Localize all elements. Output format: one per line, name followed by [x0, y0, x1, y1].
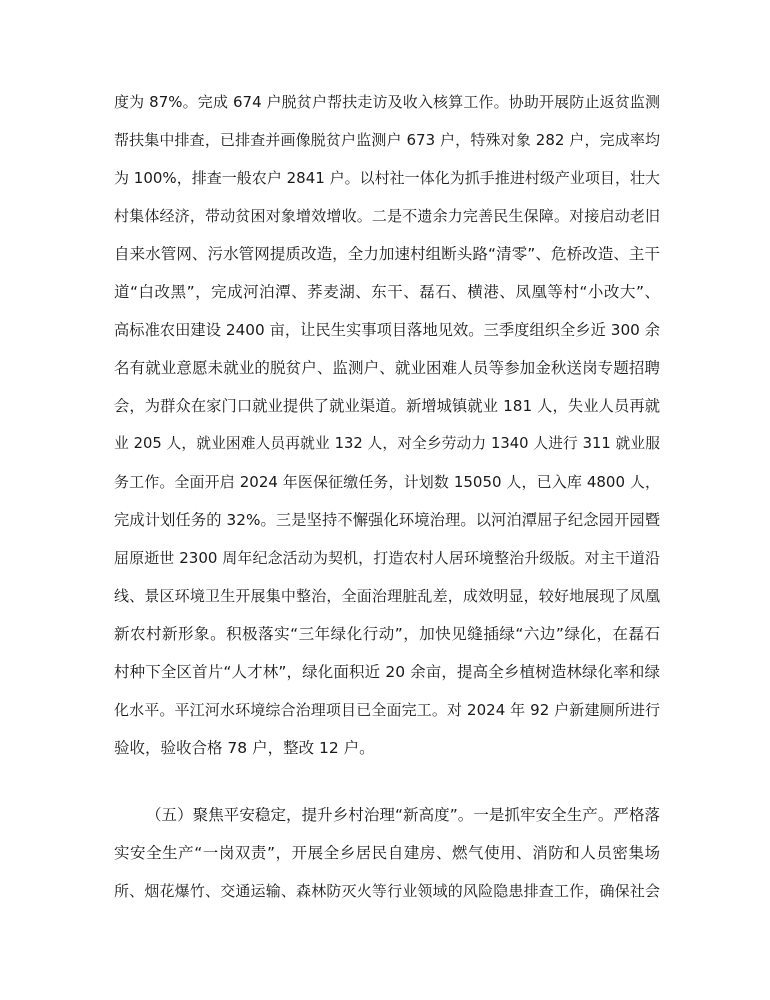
paragraph-line: 村种下全区首片“人才林”，绿化面积近 20 余亩，提高全乡植树造林绿化率和绿: [114, 663, 660, 681]
paragraph-line: 验收，验收合格 78 户，整改 12 户。: [114, 739, 375, 757]
paragraph-line: 度为 87%。完成 674 户脱贫户帮扶走访及收入核算工作。协助开展防止返贫监测: [114, 93, 660, 111]
paragraph-line: 自来水管网、污水管网提质改造，全力加速村组断头路“清零”、危桥改造、主干: [114, 245, 660, 263]
paragraph-line: 务工作。全面开启 2024 年医保征缴任务，计划数 15050 人，已入库 4800 人，: [114, 473, 660, 491]
paragraph-line: 线、景区环境卫生开展集中整治，全面治理脏乱差，成效明显，较好地展现了凤凰: [114, 587, 660, 605]
paragraph-line: 业 205 人，就业困难人员再就业 132 人，对全乡劳动力 1340 人进行 311 就业服: [114, 435, 660, 452]
paragraph-line: 屈原逝世 2300 周年纪念活动为契机，打造农村人居环境整治升级版。对主干道沿: [114, 549, 660, 567]
paragraph-line: 名有就业意愿未就业的脱贫户、监测户、就业困难人员等参加金秋送岗专题招聘: [114, 359, 660, 377]
paragraph-line: 新农村新形象。积极落实“三年绿化行动”，加快见缝插绿“六边”绿化，在磊石: [114, 625, 660, 643]
paragraph-line: 高标准农田建设 2400 亩，让民生实事项目落地见效。三季度组织全乡近 300 余: [114, 321, 660, 339]
paragraph-line: 为 100%，排查一般农户 2841 户。以村社一体化为抓手推进村级产业项目，壮大: [114, 169, 660, 187]
paragraph-line: 村集体经济，带动贫困对象增效增收。二是不遗余力完善民生保障。对接启动老旧: [114, 207, 660, 225]
paragraph-line: 完成计划任务的 32%。三是坚持不懈强化环境治理。以河泊潭屈子纪念园开园暨: [114, 511, 660, 529]
section-heading-line: （五）聚焦平安稳定，提升乡村治理“新高度”。一是抓牢安全生产。严格落: [146, 806, 660, 824]
paragraph-line: 化水平。平江河水环境综合治理项目已全面完工。对 2024 年 92 户新建厕所进行: [114, 701, 660, 719]
paragraph-line: 会，为群众在家门口就业提供了就业渠道。新增城镇就业 181 人，失业人员再就: [114, 397, 660, 415]
paragraph-line: 帮扶集中排查，已排查并画像脱贫户监测户 673 户，特殊对象 282 户，完成率均: [114, 131, 660, 149]
paragraph-line: 所、烟花爆竹、交通运输、森林防灭火等行业领域的风险隐患排查工作，确保社会: [114, 882, 660, 900]
paragraph-line: 道“白改黑”，完成河泊潭、荞麦湖、东干、磊石、横港、凤凰等村“小改大”、: [114, 283, 660, 301]
paragraph-line: 实安全生产“一岗双责”，开展全乡居民自建房、燃气使用、消防和人员密集场: [114, 844, 660, 862]
